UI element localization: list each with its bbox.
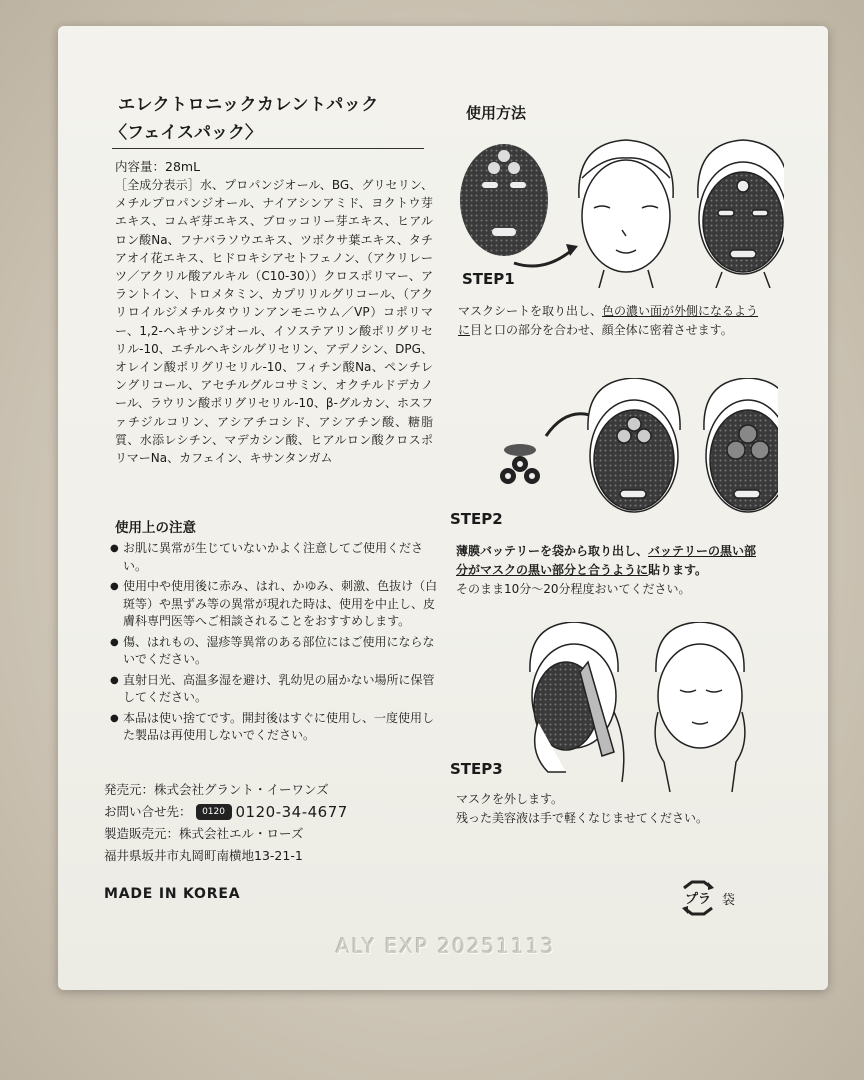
product-title: エレクトロニックカレントパック: [118, 95, 379, 115]
step3-label: STEP3: [450, 760, 503, 778]
face-mask-icon: [588, 378, 680, 512]
face-battery-icon: [704, 378, 778, 512]
howto-title: 使用方法: [466, 104, 527, 122]
recycle-plastic-icon: [678, 878, 718, 918]
step1-text-b: 色の濃い面が外側に: [602, 304, 711, 318]
step2-label: STEP2: [450, 510, 503, 528]
caution-item: ● お肌に異常が生じていないかよく注意してご使用ください。: [110, 540, 440, 575]
arrow-icon: [514, 250, 572, 266]
step2-text-a: 薄膜バッテリーを袋から取り出し、: [456, 544, 649, 558]
caution-item: ● 直射日光、高温多湿を避け、乳幼児の届かない場所に保管してください。: [110, 672, 440, 707]
free-dial-icon: 0120: [196, 804, 232, 820]
battery-icon: [500, 444, 540, 484]
step1-text: [458, 302, 768, 340]
made-in-label: MADE IN KOREA: [104, 886, 241, 902]
product-subtitle: 〈フェイスパック〉: [110, 123, 262, 143]
step2-text-b: バッテリーの黒い部分がマスクの黒い部分と合うように: [456, 544, 757, 577]
cautions-title: 使用上の注意: [115, 520, 196, 536]
recycle-suffix: 袋: [722, 893, 736, 908]
packet-back: [58, 26, 828, 990]
title-divider: [112, 148, 424, 149]
volume-text: 内容量：28mL: [115, 159, 201, 174]
face-icon: [579, 140, 673, 288]
step2-text-d: そのまま10分～20分程度おいてください。: [456, 582, 691, 596]
phone-number: 0120-34-4677: [235, 803, 348, 821]
step3-text: [456, 790, 766, 828]
lot-code-embossed: ALY EXP 20251113: [336, 934, 556, 958]
step1-text-d: 目と口の部分を合わせ、顔全体に密着させます。: [470, 323, 733, 337]
recycle-mark-text: プラ: [684, 892, 712, 907]
face-peel-icon: [530, 622, 624, 782]
cautions-list: [110, 540, 440, 748]
step1-text-a: マスクシートを取り出し、: [458, 304, 603, 318]
contact-line: [104, 801, 348, 823]
step1-illustration: [454, 138, 784, 288]
step2-text-c: 貼ります。: [648, 563, 708, 577]
ingredients-list: ［全成分表示］水、プロパンジオール、BG、グリセリン、メチルプロパンジオール、ナイアシンアミド、ヨクトウ芽エキス、コムギ芽エキス、ブロッコリー芽エキス、ヒアルロン酸Na、フナバラソウエキス、ツボクサ葉エキス、タチアオイ花エキス、ヒドロキシアセトフェノン、（アクリレーツ／アクリル酸アルキル（C10-30））クロスポリマー、アラントイン、トロメタミン、カプリリルグリコール、（アクリロイルジメチルタウリンアンモニウム／VP）コポリマー、1,2-ヘキサンジオール、イソステアリン酸ポリグリセリル-10、エチルヘキシルグリセリン、アデノシン、DPG、オレイン酸ポリグリセリル-10、フィチン酸Na、ペンチレングリコール、アセチルグルコサミン、オクチルドデカノール、ラウリン酸ポリグリセリル-10、β-グルカン、ホスファチジルコリン、アシアチコシド、アシアチン酸、糖脂質、水添レシチン、マデカシン酸、ヒアルロン酸クロスポリマーNa、カフェイン、キサンタンガム: [115, 178, 433, 466]
step3-illustration: [518, 622, 758, 792]
step1-text-c: なるように: [458, 304, 759, 337]
recycle-mark: [678, 878, 744, 918]
step3-text-a: マスクを外します。: [456, 792, 564, 806]
step1-label: STEP1: [462, 270, 515, 288]
face-relax-icon: [655, 622, 745, 792]
step2-text: [456, 542, 766, 599]
step3-text-b: 残った美容液は手で軽くなじませてください。: [456, 811, 709, 825]
caution-item: ● 傷、はれもの、湿疹等異常のある部位にはご使用にならないでください。: [110, 634, 440, 669]
company-info: [104, 779, 348, 867]
caution-item: ● 本品は使い捨てです。開封後はすぐに使用し、一度使用した製品は再使用しないでください。: [110, 710, 440, 745]
seller-line: 発売元：株式会社グラント・イーワンズ: [104, 782, 329, 797]
address-line: 福井県坂井市丸岡町南横地13-21-1: [104, 848, 303, 863]
caution-item: ● 使用中や使用後に赤み、はれ、かゆみ、刺激、色抜け（白斑等）や黒ずみ等の異常が現れた時は、使用を中止し、皮膚科専門医等へご相談されることをおすすめします。: [110, 578, 440, 631]
step2-illustration: [498, 378, 778, 518]
contact-label: お問い合せ先：: [104, 804, 192, 819]
manufacturer-line: 製造販売元：株式会社エル・ローズ: [104, 826, 304, 841]
face-mask-icon: [698, 140, 784, 288]
